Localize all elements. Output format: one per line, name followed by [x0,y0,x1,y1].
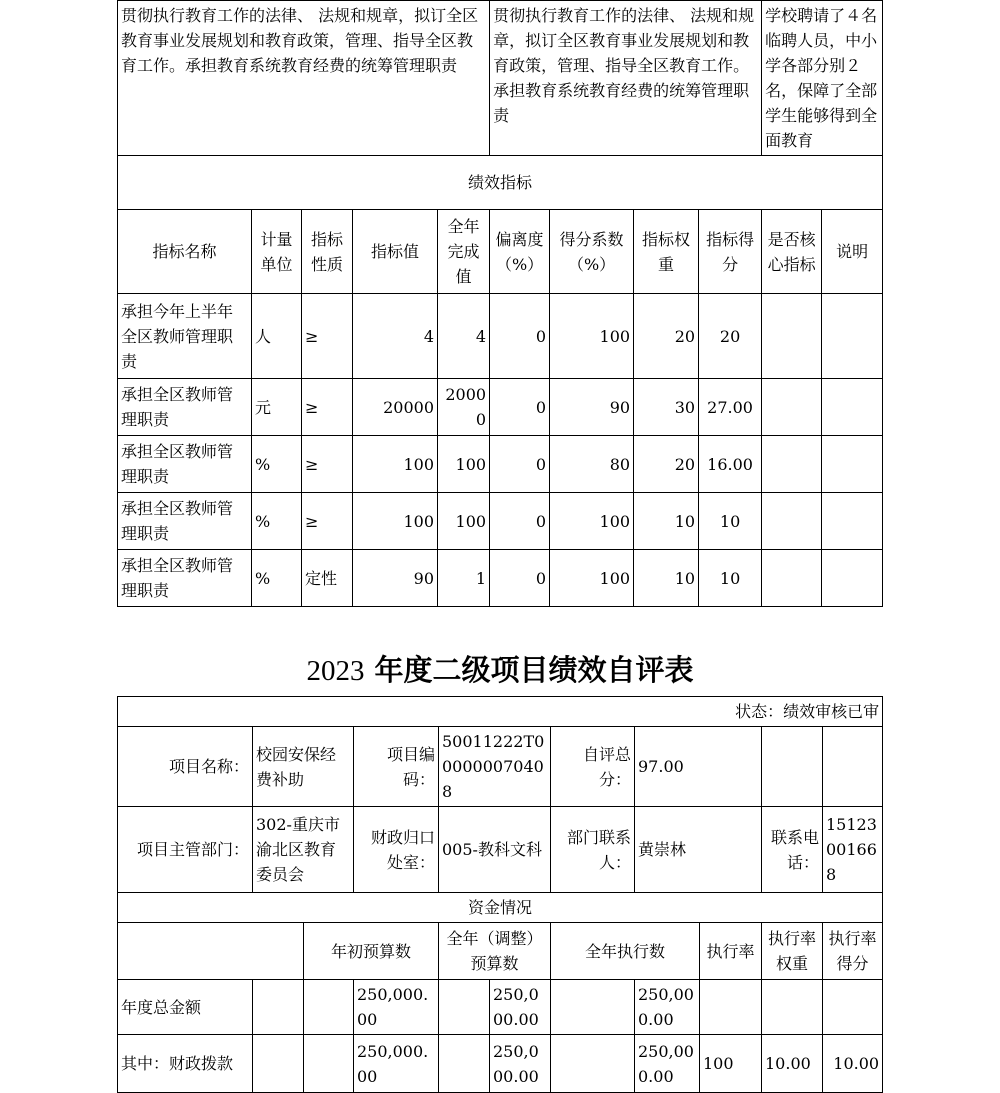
contact-person: 黄崇林 [635,807,762,893]
self-score: 97.00 [635,727,762,807]
header-remark: 说明 [822,210,883,294]
dept-label: 项目主管部门： [118,807,253,893]
unit: % [252,550,302,607]
status-badge: 状态：绩效审核已审 [118,697,883,727]
dept: 302-重庆市渝北区教育委员会 [253,807,354,893]
execution-rate [700,980,762,1035]
total-label: 年度总金额 [118,980,253,1035]
table-row [118,1035,883,1093]
header-core: 是否核心指标 [762,210,822,294]
score: 10 [699,493,762,550]
table-row [118,294,883,379]
score: 10 [699,550,762,607]
remark [822,379,883,436]
core [762,294,822,379]
unit: 元 [252,379,302,436]
table-row [118,436,883,493]
target-value: 4 [353,294,438,379]
performance-indicators-table [117,0,883,607]
title-year: 2023 [306,655,365,687]
remark [822,294,883,379]
target-value: 90 [353,550,438,607]
weight: 20 [634,436,699,493]
remark [822,493,883,550]
indicator-name: 承担今年上半年全区教师管理职责 [118,294,252,379]
nature: ≥ [302,294,353,379]
remark [822,550,883,607]
score: 16.00 [699,436,762,493]
header-deviation: 偏离度（%） [490,210,550,294]
header-rate-score: 执行率得分 [823,923,883,980]
table-row [118,550,883,607]
target-value: 20000 [353,379,438,436]
funds-section-title: 资金情况 [118,893,883,923]
table-row [118,379,883,436]
rate-score: 10.00 [823,1035,883,1093]
actual-value: 100 [438,436,490,493]
header-initial-budget: 年初预算数 [304,923,439,980]
actual-value: 4 [438,294,490,379]
score-coefficient: 100 [550,493,634,550]
fiscal-label: 其中：财政拨款 [118,1035,253,1093]
core [762,436,822,493]
nature: ≥ [302,493,353,550]
unit: 人 [252,294,302,379]
header-weight: 指标权重 [634,210,699,294]
score-coefficient: 90 [550,379,634,436]
unit: % [252,436,302,493]
title-text: 年度二级项目绩效自评表 [364,653,694,687]
table-row [118,493,883,550]
weight: 10 [634,550,699,607]
weight: 30 [634,379,699,436]
score-coefficient: 80 [550,436,634,493]
core [762,379,822,436]
header-unit: 计量单位 [252,210,302,294]
header-execution-rate: 执行率 [700,923,762,980]
score-coefficient: 100 [550,294,634,379]
header-actual-value: 全年完成值 [438,210,490,294]
section-title: 绩效指标 [118,156,883,210]
project-code: 50011222T000000070408 [439,727,551,807]
adjusted-budget: 250,000.00 [490,1035,551,1093]
contact-label: 部门联系人： [551,807,635,893]
score: 20 [699,294,762,379]
finance-office: 005-教科文科 [439,807,551,893]
header-rate-weight: 执行率权重 [762,923,823,980]
target-value: 100 [353,436,438,493]
header-score-coefficient: 得分系数（%） [550,210,634,294]
rate-score [823,980,883,1035]
execution-amount: 250,000.00 [635,980,700,1035]
core [762,550,822,607]
weight: 20 [634,294,699,379]
table-row [118,980,883,1035]
nature: ≥ [302,436,353,493]
actual-value: 20000 [438,379,490,436]
score-coefficient: 100 [550,550,634,607]
core [762,493,822,550]
rate-weight: 10.00 [762,1035,823,1093]
phone-label: 联系电话： [762,807,823,893]
indicator-name: 承担全区教师管理职责 [118,436,252,493]
indicator-name: 承担全区教师管理职责 [118,493,252,550]
unit: % [252,493,302,550]
header-target-value: 指标值 [353,210,438,294]
goal-planned-cell: 贯彻执行教育工作的法律、 法规和规章，拟订全区教育事业发展规划和教育政策，管理、指导全区教育工作。承担教育系统教育经费的统筹管理职责 [118,1,490,156]
goal-actual-cell: 贯彻执行教育工作的法律、 法规和规章，拟订全区教育事业发展规划和教育政策，管理、指导全区教育工作。承担教育系统教育经费的统筹管理职责 [490,1,762,156]
project-evaluation-table [117,696,883,1093]
header-score: 指标得分 [699,210,762,294]
deviation: 0 [490,436,550,493]
header-nature: 指标性质 [302,210,353,294]
actual-value: 1 [438,550,490,607]
project-name: 校园安保经费补助 [253,727,354,807]
indicator-name: 承担全区教师管理职责 [118,379,252,436]
actual-value: 100 [438,493,490,550]
remark [822,436,883,493]
target-value: 100 [353,493,438,550]
header-indicator-name: 指标名称 [118,210,252,294]
header-adjusted-budget: 全年（调整）预算数 [439,923,551,980]
indicator-name: 承担全区教师管理职责 [118,550,252,607]
execution-amount: 250,000.00 [635,1035,700,1093]
rate-weight [762,980,823,1035]
goal-note-cell: 学校聘请了４名临聘人员，中小学各部分别２名，保障了全部学生能够得到全面教育 [762,1,883,156]
deviation: 0 [490,493,550,550]
nature: 定性 [302,550,353,607]
deviation: 0 [490,550,550,607]
nature: ≥ [302,379,353,436]
initial-budget: 250,000.00 [354,1035,439,1093]
project-code-label: 项目编码： [354,727,439,807]
score: 27.00 [699,379,762,436]
execution-rate: 100 [700,1035,762,1093]
weight: 10 [634,493,699,550]
deviation: 0 [490,294,550,379]
initial-budget: 250,000.00 [354,980,439,1035]
score-label: 自评总分： [551,727,635,807]
adjusted-budget: 250,000.00 [490,980,551,1035]
page-title [0,650,1000,691]
project-name-label: 项目名称： [118,727,253,807]
phone-number: 15123001668 [823,807,883,893]
header-execution: 全年执行数 [551,923,700,980]
finance-label: 财政归口处室： [354,807,439,893]
deviation: 0 [490,379,550,436]
